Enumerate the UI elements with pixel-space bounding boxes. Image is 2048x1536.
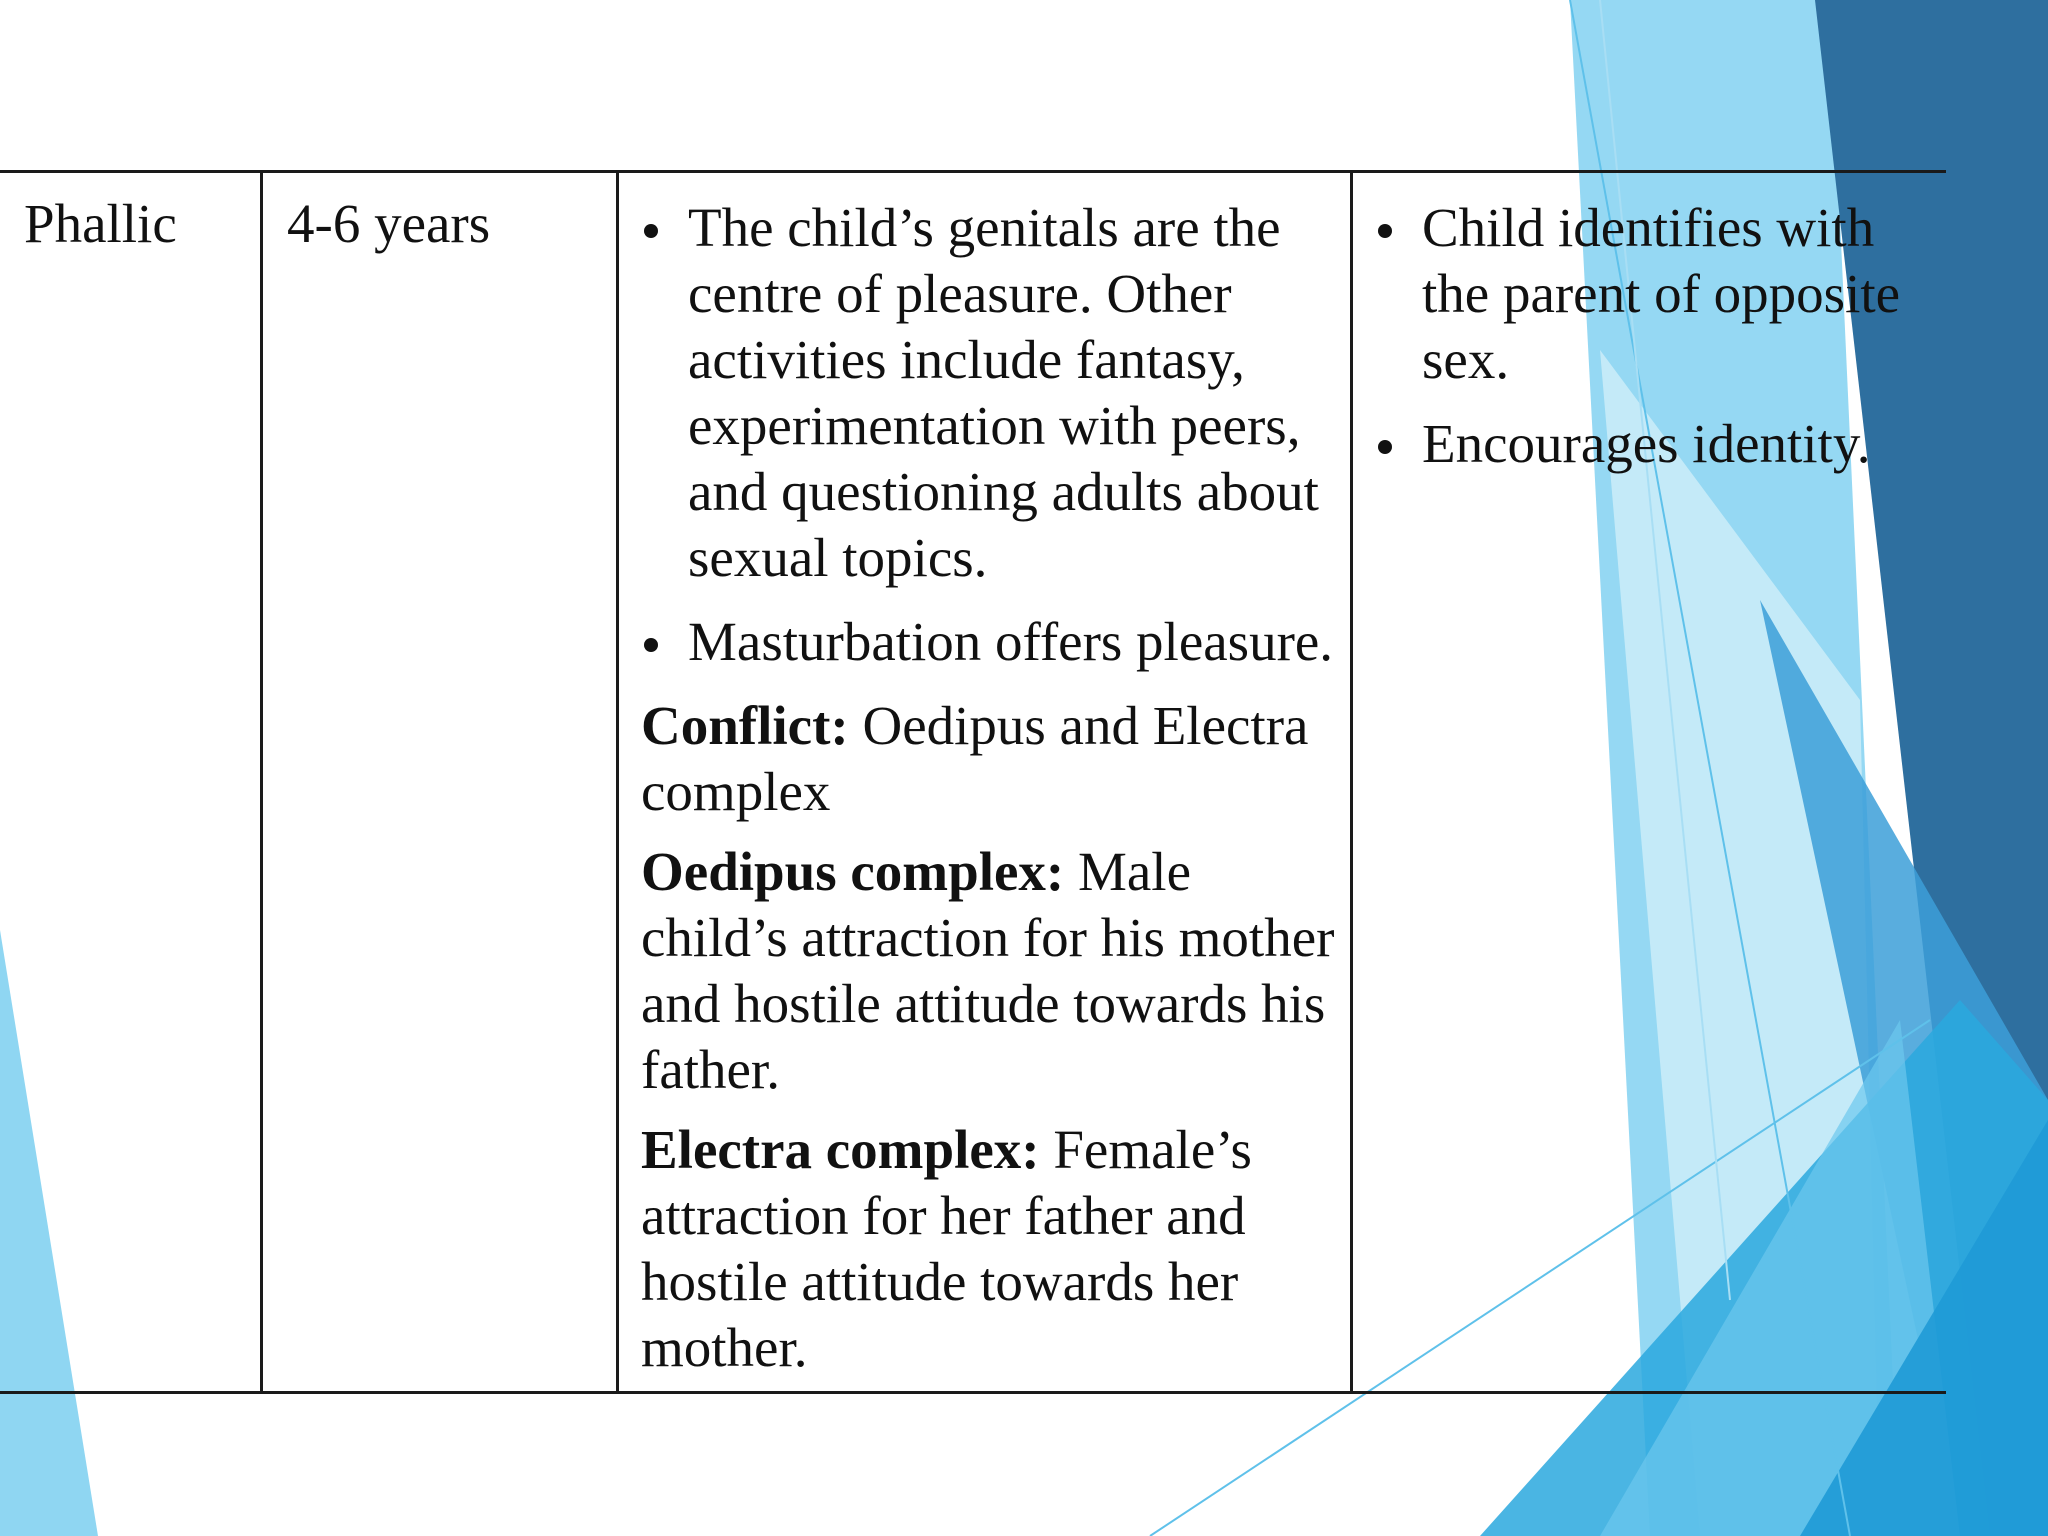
description-bullet: [641, 195, 1350, 591]
conflict-text: Oedipus and Electra complex: [641, 695, 1309, 822]
bullet-dot-icon: [1378, 440, 1392, 454]
description-bullet-text: The child’s genitals are the centre of pleasure. Other activities include fantasy, experimentation with peers, and questioning adults about sexual topics.: [688, 197, 1319, 588]
description-bullet-list: [641, 195, 1350, 675]
electra-paragraph: [641, 1117, 1350, 1381]
outcome-cell: [1350, 173, 1946, 1391]
oedipus-label: Oedipus complex:: [641, 841, 1065, 902]
electra-text: Female’s attraction for her father and hostile attitude towards her mother.: [641, 1119, 1252, 1378]
outcome-bullet-text: Encourages identity.: [1422, 413, 1871, 474]
description-cell: [616, 173, 1350, 1391]
outcome-bullet: [1375, 195, 1946, 393]
description-bullet: [641, 609, 1350, 675]
conflict-paragraph: [641, 693, 1350, 825]
psychosexual-stage-table: [0, 170, 1946, 1394]
conflict-label: Conflict:: [641, 695, 849, 756]
outcome-bullet-list: [1375, 195, 1946, 477]
stage-name: Phallic: [24, 193, 177, 254]
age-cell: [260, 173, 616, 1391]
electra-label: Electra complex:: [641, 1119, 1040, 1180]
description-bullet-text: Masturbation offers pleasure.: [688, 611, 1334, 672]
age-range: 4-6 years: [287, 193, 491, 254]
bullet-dot-icon: [644, 224, 658, 238]
bullet-dot-icon: [1378, 224, 1392, 238]
outcome-bullet-text: Child identifies with the parent of opposite sex.: [1422, 197, 1901, 390]
stage-cell: [0, 173, 260, 1391]
oedipus-paragraph: [641, 839, 1350, 1103]
bullet-dot-icon: [644, 638, 658, 652]
oedipus-text: Male child’s attraction for his mother and hostile attitude towards his father.: [641, 841, 1335, 1100]
outcome-bullet: [1375, 411, 1946, 477]
